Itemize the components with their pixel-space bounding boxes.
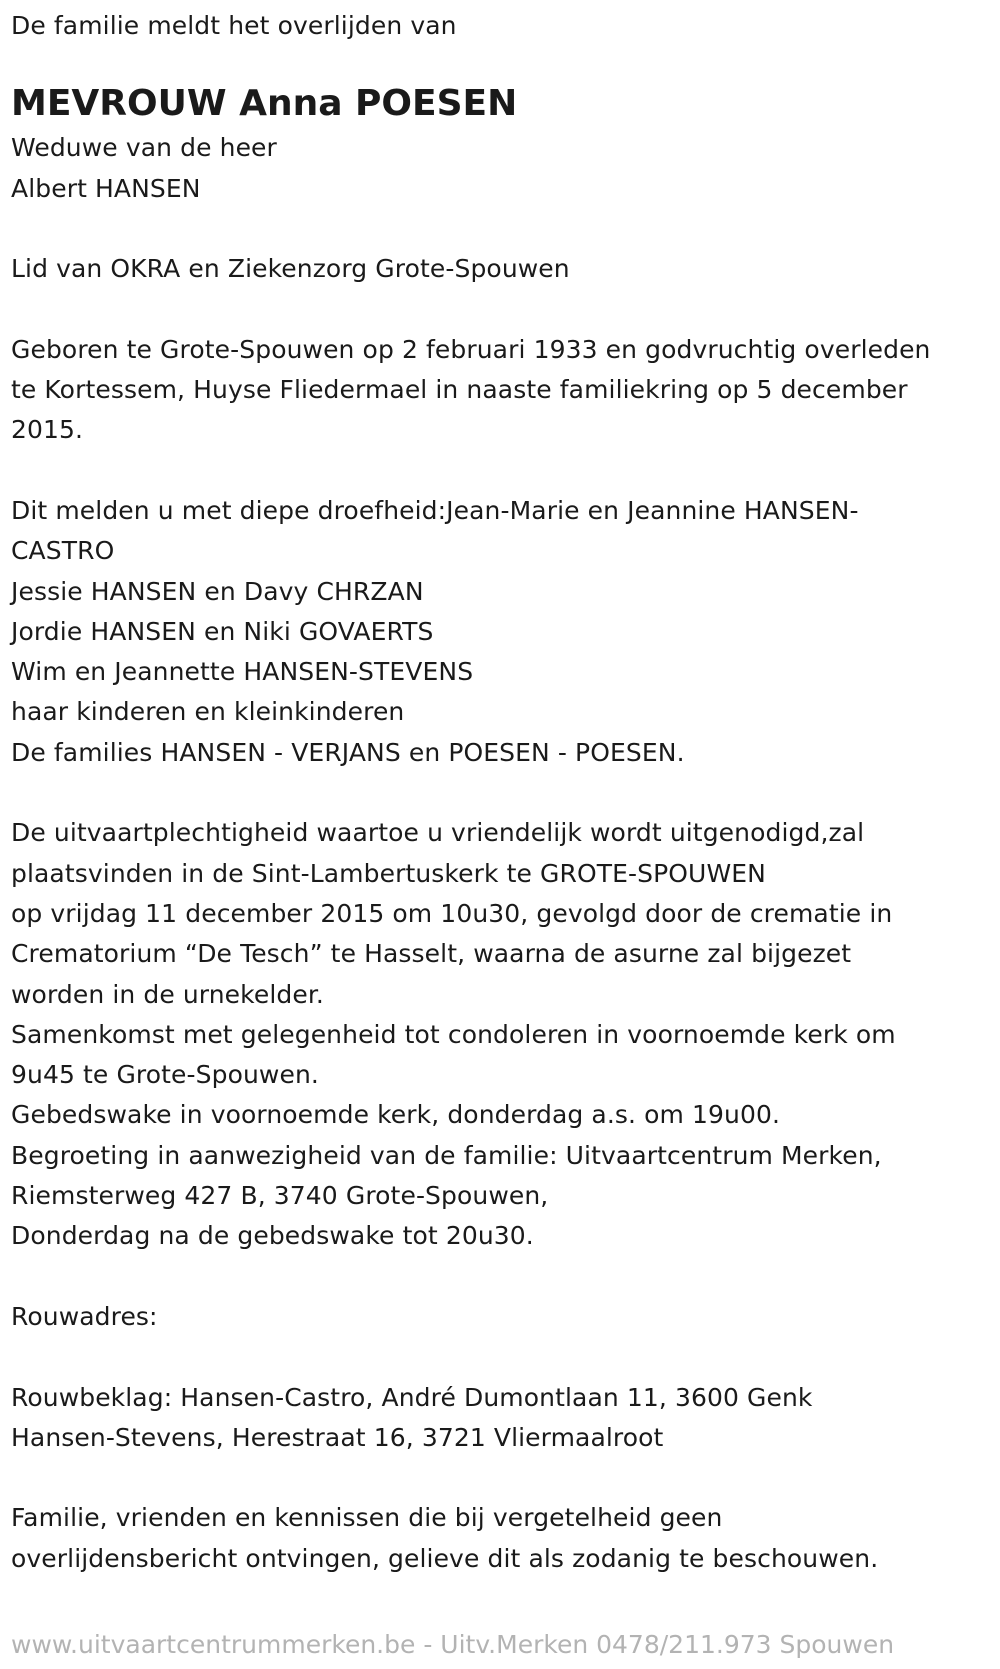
condolence-block [11,1378,991,1459]
ceremony-line: Crematorium “De Tesch” te Hasselt, waarna de asurne zal bijgezet [11,939,852,969]
mourner-line: Dit melden u met diepe droefheid:Jean-Marie en Jeannine HANSEN- [11,495,859,525]
membership-text: Lid van OKRA en Ziekenzorg Grote-Spouwen [11,254,570,284]
footer-credit: www.uitvaartcentrummerken.be - Uitv.Merken 0478/211.973 Spouwen [11,1630,895,1659]
ceremony-paragraph [11,813,991,1256]
ceremony-line: plaatsvinden in de Sint-Lambertuskerk te GROTE-SPOUWEN [11,858,766,888]
mourner-line: Jessie HANSEN en Davy CHRZAN [11,576,424,606]
spouse-name: Albert HANSEN [11,173,201,203]
birth-death-line: te Kortessem, Huyse Fliedermael in naaste familiekring op 5 december [11,375,908,405]
mourners-list [11,491,991,773]
ceremony-line: op vrijdag 11 december 2015 om 10u30, gevolgd door de crematie in [11,898,893,928]
address-label: Rouwadres: [11,1301,158,1331]
birth-death-paragraph [11,330,991,451]
mourner-line: haar kinderen en kleinkinderen [11,697,405,727]
mourner-line: CASTRO [11,536,115,566]
ceremony-line: Gebedswake in voornoemde kerk, donderdag a.s. om 19u00. [11,1100,781,1130]
ceremony-line: Donderdag na de gebedswake tot 20u30. [11,1221,534,1251]
mourner-line: Wim en Jeannette HANSEN-STEVENS [11,657,474,687]
ceremony-line: Begroeting in aanwezigheid van de familie: Uitvaartcentrum Merken, [11,1140,882,1170]
death-notice [11,6,991,1579]
closing-line: Familie, vrienden en kennissen die bij vergetelheid geen [11,1503,723,1533]
closing-paragraph [11,1498,991,1579]
intro-text: De familie meldt het overlijden van [11,11,457,40]
deceased-name: MEVROUW Anna POESEN [11,83,518,125]
ceremony-line: worden in de urnekelder. [11,979,324,1009]
closing-line: overlijdensbericht ontvingen, gelieve dit als zodanig te beschouwen. [11,1543,879,1573]
mourner-line: Jordie HANSEN en Niki GOVAERTS [11,616,434,646]
condolence-line: Hansen-Stevens, Herestraat 16, 3721 Vliermaalroot [11,1422,664,1452]
condolence-line: Rouwbeklag: Hansen-Castro, André Dumontlaan 11, 3600 Genk [11,1382,813,1412]
ceremony-line: 9u45 te Grote-Spouwen. [11,1060,319,1090]
birth-death-line: Geboren te Grote-Spouwen op 2 februari 1933 en godvruchtig overleden [11,334,931,364]
mourner-line: De families HANSEN - VERJANS en POESEN - POESEN. [11,737,685,767]
widow-of-line: Weduwe van de heer [11,133,277,163]
ceremony-line: De uitvaartplechtigheid waartoe u vriendelijk wordt uitgenodigd,zal [11,818,865,848]
ceremony-line: Riemsterweg 427 B, 3740 Grote-Spouwen, [11,1181,549,1211]
ceremony-line: Samenkomst met gelegenheid tot condoleren in voornoemde kerk om [11,1019,896,1049]
widow-of-block [11,128,991,209]
birth-death-line: 2015. [11,415,84,445]
